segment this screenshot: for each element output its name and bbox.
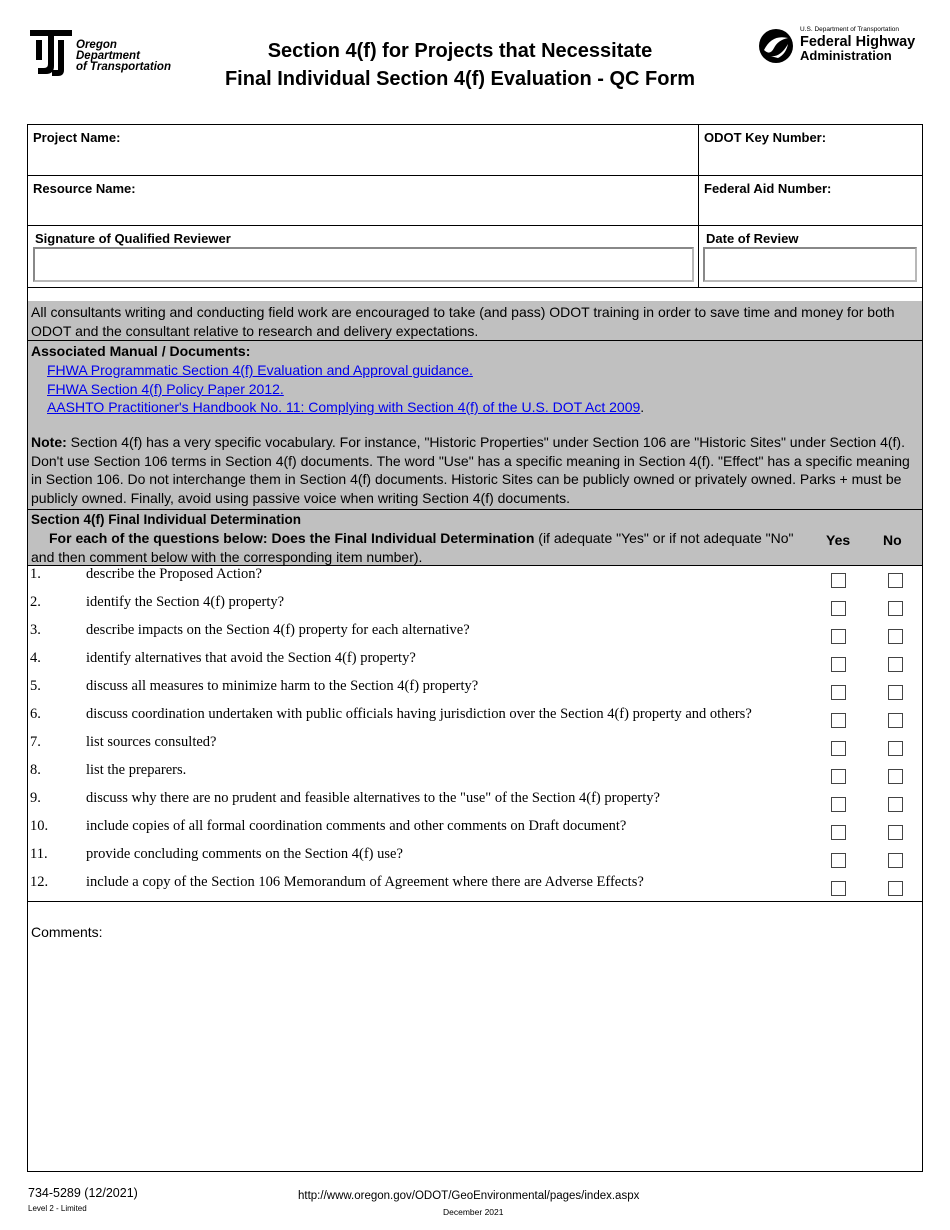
question-row-9 [28, 790, 922, 818]
footer-url[interactable]: http://www.oregon.gov/ODOT/GeoEnvironmental/pages/index.aspx [298, 1190, 640, 1202]
qc-form [27, 124, 923, 1172]
question-number: 1. [30, 566, 41, 582]
question-row-1 [28, 566, 922, 594]
question-text: describe the Proposed Action? [86, 566, 262, 582]
odot-line-2: Department [76, 50, 140, 62]
date-review-label: Date of Review [706, 231, 799, 246]
fhwa-line-1: Federal Highway [800, 34, 916, 50]
project-row [28, 125, 922, 176]
question-text: list the preparers. [86, 762, 187, 778]
question-row-12 [28, 874, 922, 902]
note-text: Section 4(f) has a very specific vocabulary. For instance, "Historic Properties" under Section 106 are "Historic Sites" under Section 4(f). Don't use Section 106 terms in Section 4(f) documents. The word "Use" has a specific meaning in Section 4(f). "Effect" has a specific meaning in Section 106. Do not interchange them in Section 4(f) documents. Historic Sites can be publicly owned or privately owned. Parks + must be publicly owned. Finally, avoid using passive voice when writing Section 4(f) documents. [31, 434, 910, 506]
link-fhwa-programmatic[interactable]: FHWA Programmatic Section 4(f) Evaluation and Approval guidance. [47, 362, 473, 378]
yes-checkbox[interactable] [831, 657, 846, 672]
yes-checkbox[interactable] [831, 853, 846, 868]
note-label: Note: [31, 434, 67, 450]
question-number: 7. [30, 734, 41, 750]
question-text: discuss all measures to minimize harm to the Section 4(f) property? [86, 678, 479, 694]
date-review-input[interactable] [703, 247, 917, 282]
document-links [47, 361, 644, 417]
odot-line-1: Oregon [76, 39, 117, 51]
determination-header [28, 509, 922, 566]
fhwa-dept-text: U.S. Department of Transportation [800, 26, 899, 33]
odot-line-3: of Transportation [76, 61, 171, 73]
signature-label: Signature of Qualified Reviewer [35, 231, 231, 246]
question-number: 5. [30, 678, 41, 694]
page-title [190, 37, 730, 93]
no-checkbox[interactable] [888, 713, 903, 728]
question-row-5 [28, 678, 922, 706]
question-text: list sources consulted? [86, 734, 217, 750]
form-number: 734-5289 (12/2021) [28, 1186, 138, 1200]
no-checkbox[interactable] [888, 741, 903, 756]
intro-section [28, 301, 922, 341]
odot-logo-icon [28, 26, 74, 78]
yes-checkbox[interactable] [831, 713, 846, 728]
question-number: 3. [30, 622, 41, 638]
question-text: include copies of all formal coordination comments and other comments on Draft document? [86, 818, 627, 834]
no-checkbox[interactable] [888, 601, 903, 616]
no-checkbox[interactable] [888, 769, 903, 784]
resource-row [28, 176, 922, 226]
question-text: describe impacts on the Section 4(f) property for each alternative? [86, 622, 470, 638]
aashto-suffix: . [640, 399, 645, 415]
yes-checkbox[interactable] [831, 881, 846, 896]
vocabulary-note [31, 433, 921, 507]
question-row-8 [28, 762, 922, 790]
question-row-7 [28, 734, 922, 762]
no-checkbox[interactable] [888, 881, 903, 896]
yes-checkbox[interactable] [831, 601, 846, 616]
federal-aid-label: Federal Aid Number: [704, 181, 832, 196]
date-review-cell [699, 226, 922, 287]
link-aashto-handbook[interactable]: AASHTO Practitioner's Handbook No. 11: Complying with Section 4(f) of the U.S. DOT Act 2009 [47, 399, 641, 415]
yes-checkbox[interactable] [831, 573, 846, 588]
associated-heading: Associated Manual / Documents: [31, 343, 251, 359]
fhwa-line-2: Administration [800, 48, 892, 63]
question-number: 10. [30, 818, 49, 834]
fhwa-logo-icon [758, 28, 794, 64]
project-name-label: Project Name: [33, 130, 121, 145]
question-row-10 [28, 818, 922, 846]
question-number: 11. [30, 846, 48, 862]
title-line-2: Final Individual Section 4(f) Evaluation - QC Form [224, 68, 696, 90]
resource-name-field[interactable] [28, 176, 699, 225]
no-checkbox[interactable] [888, 629, 903, 644]
footer-date: December 2021 [443, 1207, 504, 1217]
question-row-11 [28, 846, 922, 874]
question-row-4 [28, 650, 922, 678]
question-text: discuss why there are no prudent and feasible alternatives to the "use" of the Section 4(f) property? [86, 790, 660, 806]
yes-checkbox[interactable] [831, 825, 846, 840]
no-checkbox[interactable] [888, 797, 903, 812]
title-line-1: Section 4(f) for Projects that Necessitate [267, 40, 653, 62]
yes-column-header: Yes [826, 532, 851, 548]
question-text: include a copy of the Section 106 Memorandum of Agreement where there are Adverse Effects? [86, 874, 644, 890]
yes-checkbox[interactable] [831, 629, 846, 644]
determination-heading: Section 4(f) Final Individual Determination [31, 512, 302, 527]
yes-checkbox[interactable] [831, 685, 846, 700]
determination-instructions [31, 529, 801, 566]
odot-logo-text [76, 40, 171, 73]
distribution-level: Level 2 - Limited [28, 1204, 87, 1213]
question-list [28, 566, 922, 902]
instructions-rest: (if adequate "Yes" or if not adequate "No" [534, 530, 794, 546]
odot-key-field[interactable] [699, 125, 922, 175]
instructions-bold: For each of the questions below: Does the Final Individual Determination [49, 530, 535, 546]
question-row-6 [28, 706, 922, 734]
odot-logo [28, 26, 198, 80]
no-checkbox[interactable] [888, 685, 903, 700]
yes-checkbox[interactable] [831, 741, 846, 756]
comments-label: Comments: [31, 924, 103, 940]
aashto-line [47, 398, 644, 417]
no-checkbox[interactable] [888, 825, 903, 840]
no-checkbox[interactable] [888, 657, 903, 672]
resource-name-label: Resource Name: [33, 181, 136, 196]
no-checkbox[interactable] [888, 573, 903, 588]
question-text: provide concluding comments on the Section 4(f) use? [86, 846, 403, 862]
question-number: 12. [30, 874, 49, 890]
yes-checkbox[interactable] [831, 797, 846, 812]
signature-row [28, 226, 922, 288]
yes-checkbox[interactable] [831, 769, 846, 784]
signature-cell [28, 226, 699, 287]
question-text: discuss coordination undertaken with public officials having jurisdiction over the Section 4(f) property and others? [86, 706, 752, 722]
project-name-field[interactable] [28, 125, 699, 175]
intro-text: All consultants writing and conducting field work are encouraged to take (and pass) ODOT training in order to save time and money for both ODOT and the consultant relative to research and delivery expectations. [31, 304, 895, 339]
question-text: identify the Section 4(f) property? [86, 594, 285, 610]
federal-aid-field[interactable] [699, 176, 922, 225]
instructions-line-2: and then comment below with the corresponding item number). [31, 548, 423, 565]
fhwa-name [800, 35, 915, 63]
question-text: identify alternatives that avoid the Section 4(f) property? [86, 650, 416, 666]
question-number: 4. [30, 650, 41, 666]
question-number: 6. [30, 706, 41, 722]
no-column-header: No [883, 532, 902, 548]
link-fhwa-policy-paper[interactable]: FHWA Section 4(f) Policy Paper 2012. [47, 380, 284, 397]
question-number: 2. [30, 594, 41, 610]
signature-input[interactable] [33, 247, 694, 282]
question-row-2 [28, 594, 922, 622]
no-checkbox[interactable] [888, 853, 903, 868]
question-number: 9. [30, 790, 41, 806]
fhwa-logo [758, 26, 928, 72]
odot-key-label: ODOT Key Number: [704, 130, 827, 145]
question-number: 8. [30, 762, 41, 778]
question-row-3 [28, 622, 922, 650]
